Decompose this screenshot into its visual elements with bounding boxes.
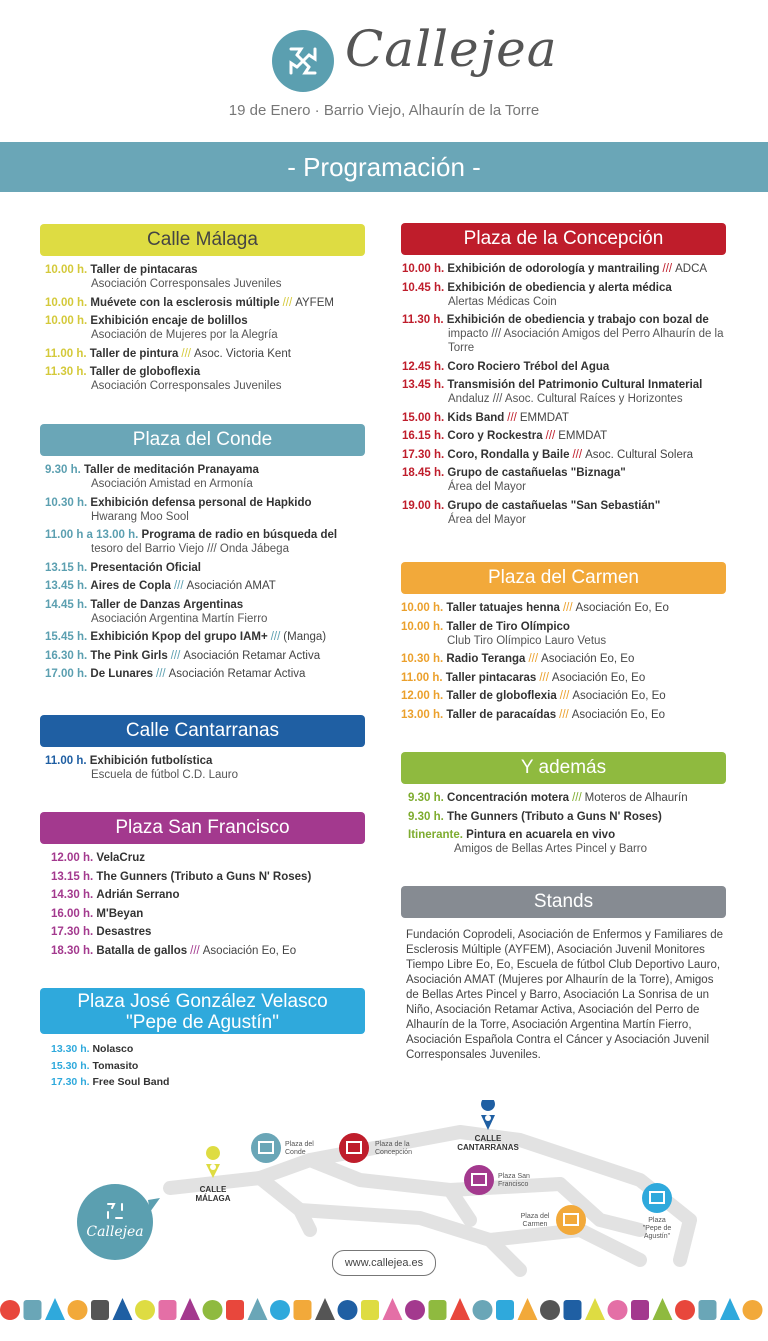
decorative-object-icon — [518, 1298, 538, 1320]
section-title: Stands — [401, 886, 726, 918]
decorative-object-icon — [608, 1300, 628, 1320]
item-detail: Club Tiro Olímpico Lauro Vetus — [447, 634, 607, 647]
item-separator: /// — [572, 792, 582, 804]
decorative-object-icon — [226, 1300, 244, 1320]
item-time: 10.00 h. — [45, 315, 88, 327]
decorative-object-icon — [135, 1300, 155, 1320]
item-detail: Escuela de fútbol C.D. Lauro — [91, 769, 239, 781]
schedule-item — [51, 1075, 365, 1089]
item-time: 9.30 h. — [45, 464, 81, 476]
item-name: Taller de globoflexia — [446, 690, 557, 702]
schedule-item — [51, 907, 365, 921]
decorative-object-icon — [315, 1298, 335, 1320]
decorative-object-icon — [383, 1298, 403, 1320]
item-name: Free Soul Band — [92, 1076, 170, 1088]
item-name: The Pink Girls — [90, 649, 168, 662]
logo-wordmark: Callejea — [345, 20, 558, 78]
plaza-conde-marker-icon — [251, 1133, 281, 1163]
item-name: Taller de paracaídas — [446, 708, 557, 721]
item-time: 15.00 h. — [402, 411, 445, 424]
item-name: Taller tatuajes henna — [446, 602, 560, 614]
map-label-plaza-conde: Plaza del Conde — [285, 1141, 314, 1157]
item-organizer: EMMDAT — [558, 430, 608, 442]
plaza-san-francisco-marker-icon — [464, 1165, 494, 1195]
item-separator: /// — [545, 430, 556, 442]
section-y-ademas — [401, 752, 726, 861]
decorative-object-icon — [699, 1300, 717, 1320]
item-time: 15.30 h. — [51, 1059, 90, 1072]
schedule-item — [402, 448, 726, 462]
schedule-item — [45, 314, 365, 342]
item-time: 17.30 h. — [402, 448, 445, 461]
item-name: Exhibición encaje de bolillos — [90, 315, 248, 327]
item-time: 11.00 h. — [401, 671, 443, 684]
schedule-list — [401, 601, 726, 722]
item-time: 17.30 h. — [51, 1076, 90, 1088]
decorative-object-icon — [203, 1300, 223, 1320]
item-detail: Alertas Médicas Coin — [448, 295, 557, 308]
item-separator: /// — [539, 671, 549, 684]
schedule-item — [45, 365, 365, 393]
decorative-object-icon — [429, 1300, 447, 1320]
item-name: Pintura en acuarela en vivo — [466, 829, 616, 841]
schedule-list — [401, 791, 726, 856]
section-plaza-san-francisco — [40, 812, 365, 962]
schedule-item — [45, 561, 365, 575]
schedule-item — [402, 281, 726, 309]
schedule-item — [45, 579, 365, 593]
item-name: Coro y Rockestra — [447, 430, 543, 442]
item-organizer: AYFEM — [295, 296, 334, 309]
item-time: 12.00 h. — [401, 690, 444, 702]
item-time: 10.45 h. — [402, 281, 445, 294]
item-time: 13.00 h. — [401, 708, 444, 721]
schedule-list — [40, 754, 365, 782]
item-separator: /// — [662, 263, 673, 275]
map-label-calle-cantarranas: CALLE CANTARRANAS — [457, 1134, 519, 1153]
programacion-banner: - Programación - — [0, 142, 768, 192]
item-separator: /// — [572, 448, 583, 461]
schedule-list — [40, 263, 365, 393]
item-separator: /// — [270, 631, 281, 643]
map-label-plaza-pepe: Plaza "Pepe de Agustín" — [642, 1217, 672, 1241]
section-calle-cantarranas — [40, 715, 365, 787]
item-name: The Gunners (Tributo a Guns N' Roses) — [96, 870, 312, 883]
item-separator: /// — [156, 668, 166, 680]
item-organizer: Moteros de Alhaurín — [584, 792, 688, 804]
schedule-item — [401, 689, 726, 703]
schedule-item — [45, 463, 365, 491]
schedule-item — [402, 411, 726, 425]
item-name: Muévete con la esclerosis múltiple — [90, 296, 280, 309]
item-detail: Asociación Amistad en Armonía — [91, 478, 253, 490]
item-time: 14.45 h. — [45, 598, 88, 611]
item-detail: Asociación Corresponsales Juveniles — [91, 380, 282, 392]
schedule-item — [401, 652, 726, 666]
item-name: Taller de meditación Pranayama — [84, 464, 259, 476]
item-name: Tomasito — [92, 1059, 139, 1072]
schedule-item — [45, 754, 365, 782]
map-label-plaza-carmen: Plaza del Carmen — [520, 1213, 550, 1229]
decorative-object-icon — [540, 1300, 560, 1320]
item-name: Adrián Serrano — [96, 889, 180, 901]
map-badge-text: Callejea — [86, 1224, 144, 1240]
item-detail: Asociación de Mujeres por la Alegría — [91, 329, 278, 341]
item-organizer: Asociación AMAT — [186, 580, 276, 592]
item-detail: Amigos de Bellas Artes Pincel y Barro — [454, 843, 648, 855]
schedule-item — [402, 262, 726, 276]
schedule-list — [40, 851, 365, 958]
calle-malaga-pin-icon — [206, 1146, 220, 1178]
item-name: Grupo de castañuelas "San Sebastián" — [447, 499, 661, 512]
decorative-object-icon — [585, 1298, 605, 1320]
decorative-object-icon — [91, 1300, 109, 1320]
decorative-object-icon — [743, 1300, 763, 1320]
map-label-plaza-concepcion: Plaza de la Concepción — [375, 1141, 412, 1157]
item-detail: Andaluz /// Asoc. Cultural Raíces y Horizontes — [448, 393, 683, 405]
item-name: Taller pintacaras — [445, 671, 537, 684]
plaza-concepcion-marker-icon — [339, 1133, 369, 1163]
item-time: 16.30 h. — [45, 649, 88, 662]
item-time: 11.30 h. — [45, 366, 87, 378]
schedule-item — [51, 870, 365, 884]
section-title: Plaza del Conde — [40, 424, 365, 456]
item-organizer: Asociación Eo, Eo — [572, 690, 666, 702]
website-link[interactable]: www.callejea.es — [332, 1250, 436, 1276]
schedule-item — [51, 851, 365, 865]
schedule-item — [401, 671, 726, 685]
item-separator: /// — [173, 580, 184, 592]
item-name: Exhibición de odorología y mantrailing — [447, 263, 660, 275]
header — [0, 0, 768, 140]
item-name: Exhibición de obediencia y alerta médica — [447, 281, 672, 294]
schedule-item — [402, 466, 726, 494]
item-organizer: Asoc. Victoria Kent — [193, 347, 291, 360]
item-separator: /// — [181, 347, 191, 360]
decorative-object-icon — [294, 1300, 312, 1320]
calle-cantarranas-pin-icon — [481, 1100, 495, 1130]
schedule-item — [45, 347, 365, 361]
schedule-item — [402, 378, 726, 406]
item-time: 15.45 h. — [45, 631, 88, 643]
item-time: 10.00 h. — [45, 296, 88, 309]
item-time: 17.30 h. — [51, 926, 94, 938]
item-name: Taller de globoflexia — [89, 366, 201, 378]
decorative-object-icon — [496, 1300, 514, 1320]
decorative-object-icon — [405, 1300, 425, 1320]
item-time: 11.00 h a 13.00 h. — [45, 529, 139, 541]
item-name: Exhibición futbolística — [89, 755, 213, 767]
item-organizer: Asociación Eo, Eo — [541, 653, 635, 665]
schedule-list — [401, 262, 726, 527]
item-time: 14.30 h. — [51, 889, 94, 901]
item-time: 16.00 h. — [51, 907, 94, 920]
schedule-item — [45, 630, 365, 644]
schedule-item — [402, 429, 726, 443]
item-time: 12.45 h. — [402, 360, 445, 373]
item-detail: tesoro del Barrio Viejo /// Onda Jábega — [91, 543, 289, 555]
item-name: Nolasco — [92, 1043, 134, 1055]
item-detail: impacto /// Asociación Amigos del Perro Alhaurín de la Torre — [448, 328, 724, 354]
item-organizer: ADCA — [675, 263, 708, 275]
item-time: 18.45 h. — [402, 467, 445, 479]
section-title: Calle Cantarranas — [40, 715, 365, 747]
plaza-pepe-marker-icon — [642, 1183, 672, 1213]
item-name: Programa de radio en búsqueda del — [141, 529, 338, 541]
section-title: Calle Málaga — [40, 224, 365, 256]
schedule-item — [45, 667, 365, 681]
item-separator: /// — [562, 602, 573, 614]
item-separator: /// — [559, 690, 570, 702]
item-name: The Gunners (Tributo a Guns N' Roses) — [447, 810, 662, 823]
item-time: 10.00 h. — [401, 620, 444, 633]
item-name: Concentración motera — [447, 792, 570, 804]
item-name: Radio Teranga — [446, 653, 526, 665]
item-name: Taller de pintura — [89, 347, 179, 360]
schedule-item — [402, 313, 726, 355]
item-name: Aires de Copla — [90, 580, 171, 592]
schedule-item — [51, 925, 365, 939]
schedule-item — [408, 791, 726, 805]
item-detail: Área del Mayor — [448, 481, 526, 493]
item-organizer: Asoc. Cultural Solera — [585, 448, 694, 461]
item-name: Exhibición Kpop del grupo IAM+ — [90, 631, 268, 643]
item-organizer: Asociación Retamar Activa — [183, 649, 321, 662]
item-time: 11.30 h. — [402, 314, 444, 326]
item-name: Kids Band — [447, 411, 505, 424]
schedule-list — [40, 1042, 365, 1089]
map-label-plaza-san-francisco: Plaza San Francisco — [498, 1173, 530, 1189]
item-separator: /// — [559, 708, 569, 721]
schedule-item — [45, 263, 365, 291]
decorative-object-icon — [0, 1300, 20, 1320]
section-title: Plaza José González Velasco "Pepe de Agustín" — [40, 988, 365, 1034]
item-name: De Lunares — [90, 668, 154, 680]
item-organizer: Asociación Eo, Eo — [575, 602, 669, 614]
item-separator: /// — [190, 944, 200, 957]
item-organizer: EMMDAT — [519, 411, 569, 424]
item-time: 11.00 h. — [45, 755, 87, 767]
schedule-item — [402, 499, 726, 527]
item-name: Presentación Oficial — [90, 561, 201, 574]
item-separator: /// — [282, 296, 293, 309]
item-detail: Asociación Argentina Martín Fierro — [91, 612, 268, 625]
item-organizer: (Manga) — [283, 631, 327, 643]
stands-text: Fundación Coprodeli, Asociación de Enfermos y Familiares de Esclerosis Múltiple (AYFEM), Asociación Juvenil Monitores Tiempo Libre Eo, Eo, Escuela de fútbol Club Deportivo Lauro, Asociación AMAT (Mujeres por Alhaurín de la Torre), Amigos de Bellas Artes Pincel y Barro, Asociación La Sonrisa de un Niño, Asociación Retamar Activa, Asociación del Perro de Alhaurín de la Torre, Asociación Argentina Martín Fierro, Asociación Española Contra el Cáncer y Asociación Juvenil Corresponsales Juveniles. — [406, 929, 724, 1061]
item-detail: Hwarang Moo Sool — [91, 510, 189, 523]
section-calle-malaga — [40, 224, 365, 398]
section-title: Plaza del Carmen — [401, 562, 726, 594]
item-name: Exhibición defensa personal de Hapkido — [90, 496, 312, 509]
plaza-carmen-marker-icon — [556, 1205, 586, 1235]
item-name: Transmisión del Patrimonio Cultural Inmaterial — [447, 379, 703, 391]
decorative-object-icon — [450, 1298, 470, 1320]
item-name: Grupo de castañuelas "Biznaga" — [447, 467, 626, 479]
decorative-object-icon — [159, 1300, 177, 1320]
schedule-item — [45, 598, 365, 626]
item-time: 10.00 h. — [401, 602, 444, 614]
item-time: 12.00 h. — [51, 852, 94, 864]
item-name: Batalla de gallos — [96, 944, 188, 957]
section-plaza-carmen — [401, 562, 726, 726]
section-plaza-conde — [40, 424, 365, 686]
item-time: 17.00 h. — [45, 668, 88, 680]
event-subtitle: 19 de Enero · Barrio Viejo, Alhaurín de la Torre — [228, 102, 540, 119]
item-time: 13.45 h. — [402, 379, 445, 391]
schedule-list — [40, 463, 365, 681]
item-separator: /// — [528, 653, 539, 665]
schedule-item — [402, 360, 726, 374]
item-time: 10.30 h. — [45, 496, 88, 509]
item-detail: Área del Mayor — [448, 513, 526, 526]
item-time: 9.30 h. — [408, 810, 444, 823]
schedule-item — [401, 601, 726, 615]
section-title: Plaza San Francisco — [40, 812, 365, 844]
item-name: Exhibición de obediencia y trabajo con bozal de — [446, 314, 709, 326]
schedule-item — [45, 649, 365, 663]
item-name: Taller de Tiro Olímpico — [446, 620, 570, 633]
item-time: 18.30 h. — [51, 944, 94, 957]
decorative-object-icon — [675, 1300, 695, 1320]
item-time: 10.00 h. — [402, 263, 445, 275]
item-time: 13.30 h. — [51, 1043, 90, 1055]
decorative-object-icon — [564, 1300, 582, 1320]
decorative-object-icon — [473, 1300, 493, 1320]
schedule-item — [45, 296, 365, 310]
item-name: Coro Rociero Trébol del Agua — [447, 360, 610, 373]
section-plaza-concepcion — [401, 223, 726, 531]
item-detail: Asociación Corresponsales Juveniles — [91, 278, 282, 290]
item-name: Desastres — [96, 926, 152, 938]
schedule-item — [408, 810, 726, 824]
section-plaza-jose — [40, 988, 365, 1092]
map-label-calle-malaga: CALLE MÁLAGA — [195, 1185, 231, 1204]
item-time: 10.30 h. — [401, 653, 444, 665]
schedule-item — [45, 528, 365, 556]
decorative-object-icon — [180, 1298, 200, 1320]
item-organizer: Asociación Eo, Eo — [571, 708, 666, 721]
logo-icon — [272, 30, 334, 92]
schedule-item — [408, 828, 726, 856]
decorative-object-icon — [631, 1300, 649, 1320]
item-name: M'Beyan — [96, 907, 144, 920]
item-name: Taller de Danzas Argentinas — [90, 598, 244, 611]
section-title: Plaza de la Concepción — [401, 223, 726, 255]
section-title: Y además — [401, 752, 726, 784]
schedule-item — [51, 944, 365, 958]
item-time: 11.00 h. — [45, 347, 87, 360]
item-organizer: Asociación Eo, Eo — [551, 671, 646, 684]
item-time: 10.00 h. — [45, 264, 88, 276]
decorative-object-icon — [248, 1298, 268, 1320]
item-time: Itinerante. — [408, 829, 463, 841]
item-separator: /// — [170, 649, 181, 662]
decorative-object-icon — [270, 1300, 290, 1320]
item-name: VelaCruz — [96, 852, 145, 864]
section-stands — [401, 886, 726, 1063]
item-separator: /// — [507, 411, 517, 424]
decorative-object-icon — [45, 1298, 65, 1320]
item-time: 16.15 h. — [402, 430, 445, 442]
item-name: Taller de pintacaras — [90, 264, 198, 276]
item-time: 13.15 h. — [45, 561, 88, 574]
callejea-badge-icon — [77, 1184, 153, 1260]
item-time: 13.45 h. — [45, 580, 88, 592]
schedule-item — [51, 1042, 365, 1056]
schedule-item — [51, 1059, 365, 1073]
illustration-strip — [0, 1288, 768, 1336]
schedule-item — [401, 620, 726, 648]
item-time: 13.15 h. — [51, 870, 94, 883]
schedule-item — [45, 496, 365, 524]
schedule-item — [401, 708, 726, 722]
item-organizer: Asociación Retamar Activa — [168, 668, 306, 680]
item-time: 9.30 h. — [408, 792, 444, 804]
item-name: Coro, Rondalla y Baile — [447, 448, 570, 461]
decorative-object-icon — [68, 1300, 88, 1320]
item-time: 19.00 h. — [402, 499, 445, 512]
decorative-object-icon — [24, 1300, 42, 1320]
decorative-object-icon — [653, 1298, 673, 1320]
decorative-object-icon — [338, 1300, 358, 1320]
schedule-item — [51, 888, 365, 902]
decorative-object-icon — [361, 1300, 379, 1320]
item-organizer: Asociación Eo, Eo — [202, 944, 297, 957]
decorative-object-icon — [720, 1298, 740, 1320]
decorative-object-icon — [113, 1298, 133, 1320]
